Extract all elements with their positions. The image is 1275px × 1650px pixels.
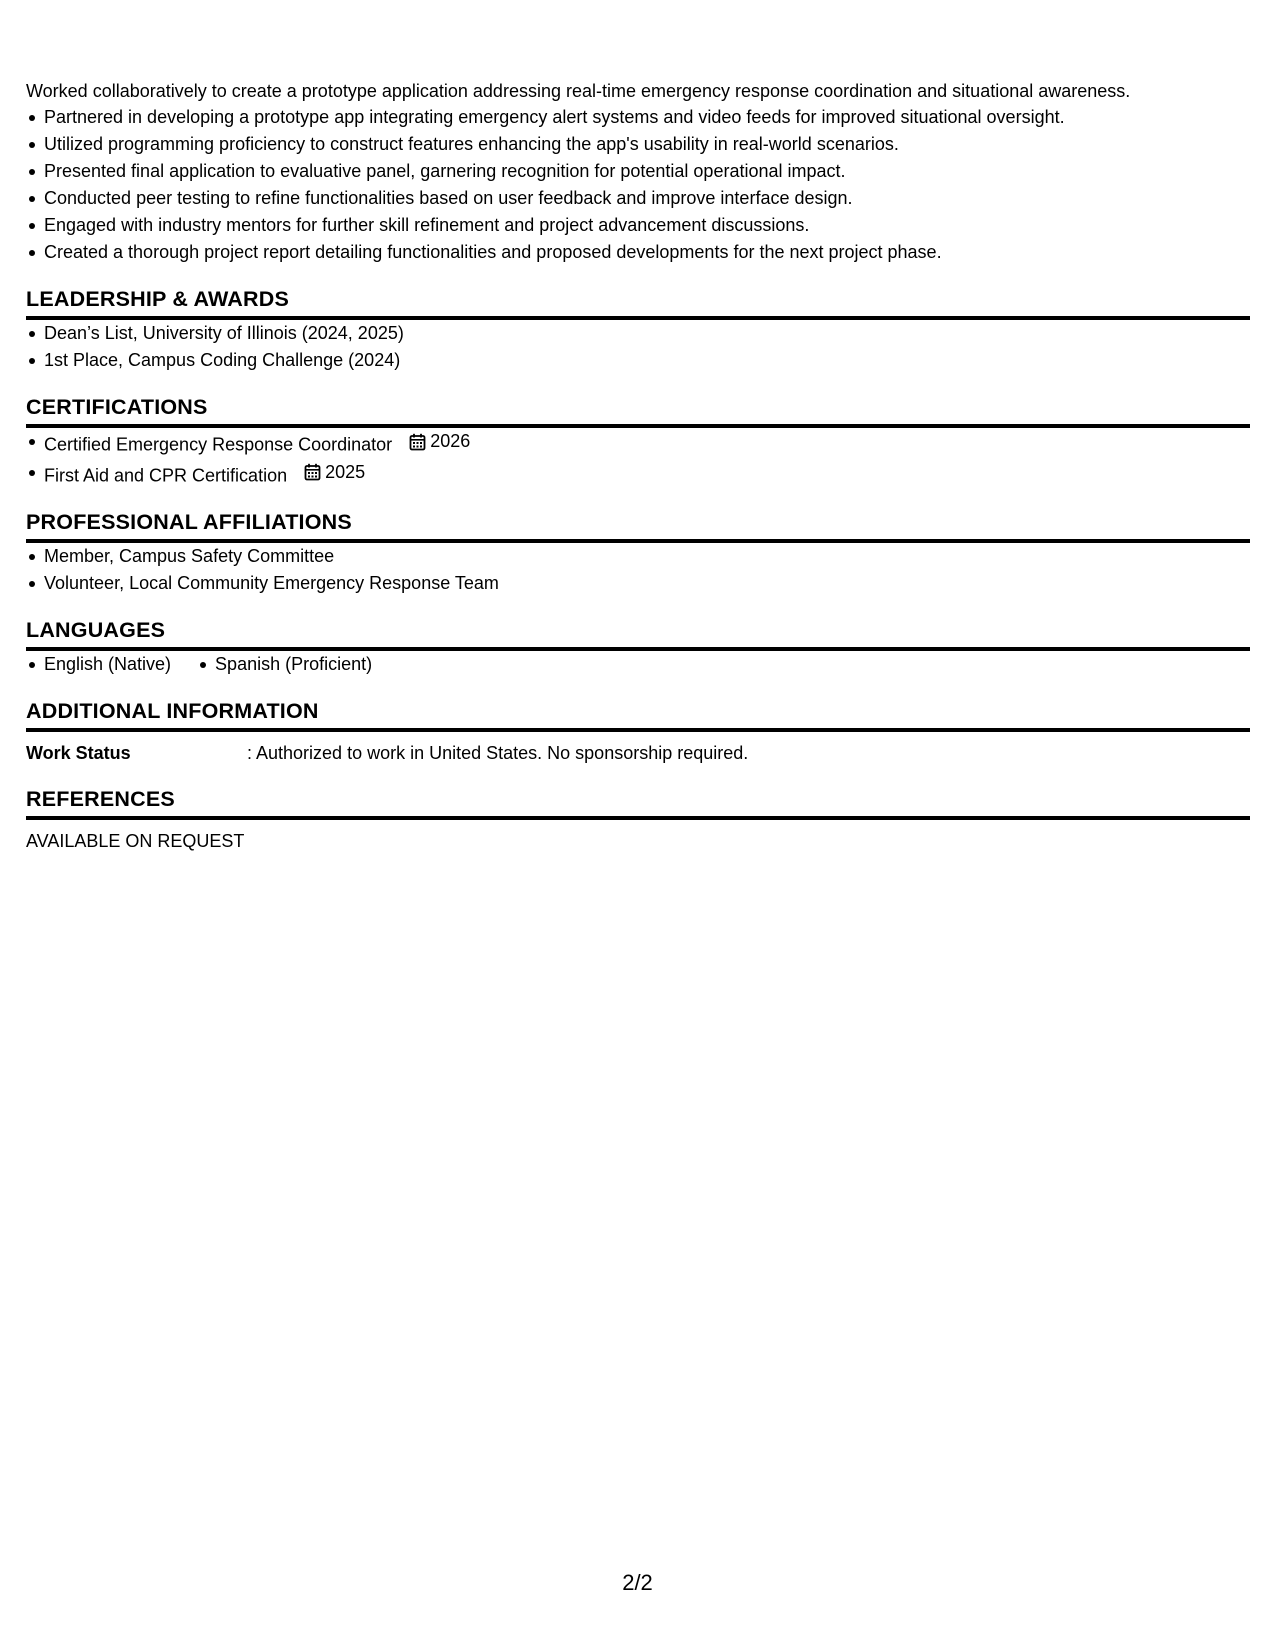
certification-date bbox=[304, 459, 365, 486]
project-bullet-list bbox=[26, 104, 1250, 266]
list-item: Member, Campus Safety Committee bbox=[44, 543, 1250, 570]
language-item: Spanish (Proficient) bbox=[215, 651, 372, 678]
certification-item bbox=[44, 459, 1250, 490]
list-item: Utilized programming proficiency to construct features enhancing the app's usability in real-world scenarios. bbox=[44, 131, 1250, 158]
work-status-row bbox=[26, 740, 1250, 766]
certification-year: 2026 bbox=[430, 431, 471, 451]
page-number: 2/2 bbox=[622, 1570, 653, 1595]
references-text: AVAILABLE ON REQUEST bbox=[26, 831, 245, 851]
section-title-leadership: LEADERSHIP & AWARDS bbox=[26, 286, 1250, 320]
certification-name: First Aid and CPR Certification bbox=[44, 465, 288, 485]
list-item: Conducted peer testing to refine functionalities based on user feedback and improve interface design. bbox=[44, 185, 1250, 212]
work-status-value: : Authorized to work in United States. No sponsorship required. bbox=[247, 743, 749, 763]
language-item: English (Native) bbox=[44, 651, 171, 678]
certification-date bbox=[409, 428, 470, 455]
list-item: Dean’s List, University of Illinois (2024, 2025) bbox=[44, 320, 1250, 347]
certification-year: 2025 bbox=[325, 461, 366, 482]
list-item: 1st Place, Campus Coding Challenge (2024) bbox=[44, 347, 1250, 374]
list-item: Partnered in developing a prototype app integrating emergency alert systems and video feeds for improved situational oversight. bbox=[44, 104, 1250, 131]
calendar-icon bbox=[409, 433, 426, 451]
work-status-label: Work Status bbox=[26, 743, 131, 763]
leadership-list bbox=[26, 320, 1250, 374]
project-intro: Worked collaboratively to create a prototype application addressing real-time emergency response coordination and situational awareness. bbox=[26, 81, 1131, 101]
resume-page bbox=[26, 78, 1250, 854]
calendar-icon bbox=[304, 463, 321, 481]
certification-item bbox=[44, 428, 1250, 459]
section-title-certifications: CERTIFICATIONS bbox=[26, 394, 1250, 428]
affiliations-list bbox=[26, 543, 1250, 597]
list-item: Created a thorough project report detailing functionalities and proposed developments for the next project phase. bbox=[44, 239, 1250, 266]
languages-list bbox=[26, 651, 1250, 678]
section-title-references: REFERENCES bbox=[26, 786, 1250, 820]
section-title-affiliations: PROFESSIONAL AFFILIATIONS bbox=[26, 509, 1250, 543]
list-item: Engaged with industry mentors for further skill refinement and project advancement discussions. bbox=[44, 212, 1250, 239]
certifications-list bbox=[26, 428, 1250, 489]
list-item: Presented final application to evaluative panel, garnering recognition for potential operational impact. bbox=[44, 158, 1250, 185]
certification-name: Certified Emergency Response Coordinator bbox=[44, 434, 393, 455]
list-item: Volunteer, Local Community Emergency Response Team bbox=[44, 570, 1250, 597]
section-title-additional: ADDITIONAL INFORMATION bbox=[26, 698, 1250, 732]
section-title-languages: LANGUAGES bbox=[26, 617, 1250, 651]
